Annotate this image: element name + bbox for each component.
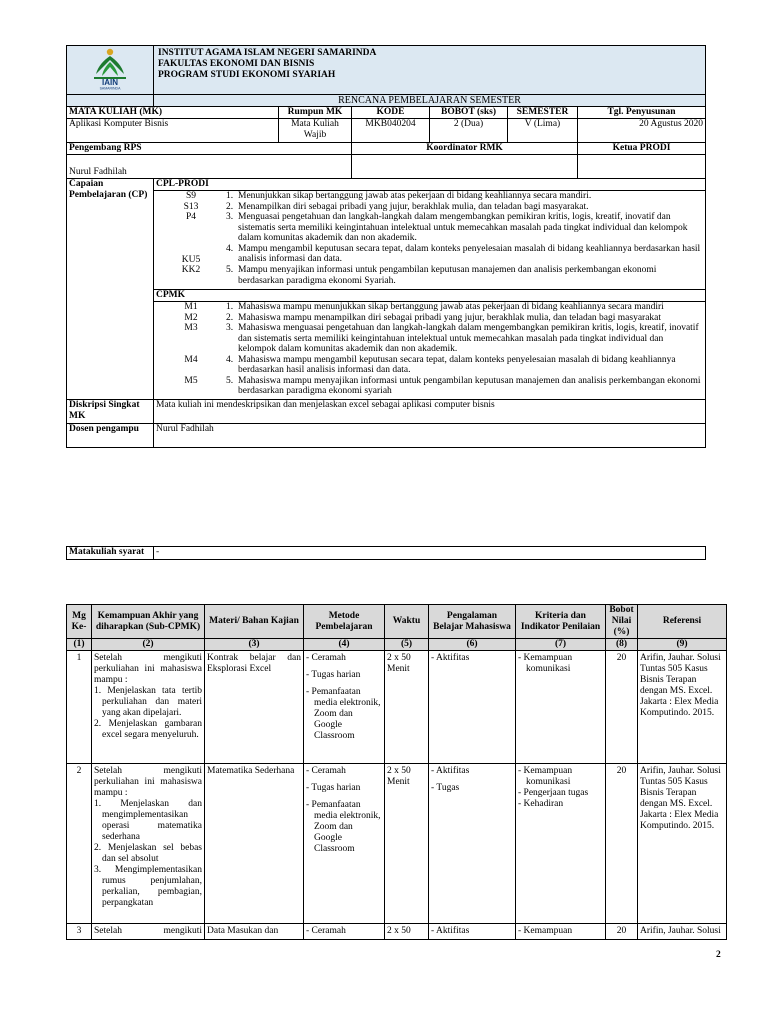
- sub-cpmk: Setelah mengikuti: [92, 924, 205, 940]
- syarat-value: -: [154, 547, 706, 560]
- week-number: 1: [67, 651, 92, 764]
- label-dosen: Dosen pengampu: [67, 423, 154, 447]
- logo-cell: [67, 46, 154, 95]
- cp-content: [154, 179, 706, 400]
- col-number: (4): [304, 639, 385, 651]
- kriteria: - Kemampuan komunikasi: [516, 651, 606, 764]
- weekly-header-row: [67, 605, 727, 639]
- table-row: [67, 651, 727, 764]
- ketua-value: [578, 155, 706, 179]
- label-tgl: Tgl. Penyusunan: [578, 107, 706, 119]
- cpl-item: S9 1. Menunjukkan sikap bertanggung jawab atas pekerjaan di bidang keahliannya secara mandiri.: [185, 191, 592, 201]
- pengalaman: - Aktifitas: [429, 924, 516, 940]
- syarat-table: [66, 546, 706, 560]
- cpl-item: S13 2. Menampilkan diri sebagai pribadi yang jujur, berakhlak mulia, dan teladan bagi masyarakat.: [183, 201, 589, 212]
- col-header: Materi/ Bahan Kajian: [205, 605, 304, 639]
- referensi: Arifin, Jauhar. Solusi: [638, 924, 727, 940]
- referensi: Arifin, Jauhar. Solusi Tuntas 505 Kasus Bisnis Terapan dengan MS. Excel. Jakarta : Elex Media Komputindo. 2015.: [638, 651, 727, 764]
- deskripsi-text: Mata kuliah ini mendeskripsikan dan menjelaskan excel sebagai aplikasi computer bisnis: [154, 399, 706, 423]
- weekly-number-row: [67, 639, 727, 651]
- label-capaian: Capaian Pembelajaran (CP): [67, 179, 154, 400]
- metode: - Ceramah - Tugas harian - Pemanfaatan media elektronik, Zoom dan Google Classroom: [304, 651, 385, 764]
- rps-header-table: [66, 45, 706, 448]
- cpmk-item: M4 4. Mahasiswa mampu mengambil keputusan secara tepat, dalam konteks penyelesaian masalah di bidang keahliannya berdasarkan hasil analisis informasi dan data.: [184, 354, 676, 375]
- week-number: 3: [67, 924, 92, 940]
- label-bobot: BOBOT (sks): [430, 107, 508, 119]
- bobot: 20: [606, 924, 638, 940]
- col-header: Mg Ke-: [67, 605, 92, 639]
- col-number: (8): [606, 639, 638, 651]
- col-number: (1): [67, 639, 92, 651]
- svg-text:IAIN: IAIN: [102, 78, 118, 87]
- cpmk-item: M2 2. Mahasiswa mampu menampilkan diri sebagai pribadi yang jujur, berakhlak mulia, dan teladan bagi masyarakat: [184, 312, 662, 323]
- faculty-name: FAKULTAS EKONOMI DAN BISNIS: [158, 59, 315, 69]
- label-rumpun: Rumpun MK: [279, 107, 352, 119]
- dosen-name: Nurul Fadhilah: [154, 423, 706, 447]
- label-semester: SEMESTER: [508, 107, 578, 119]
- label-mata-kuliah: MATA KULIAH (MK): [67, 107, 279, 119]
- col-header: Pengalaman Belajar Mahasiswa: [429, 605, 516, 639]
- metode: - Ceramah: [304, 924, 385, 940]
- cpl-item: KK2 5. Mampu menyajikan informasi untuk pengambilan keputusan manajemen dan analisis perkembangan ekonomi berdasarkan paradigma ekonomi Syariah.: [181, 265, 657, 286]
- bobot: 20: [606, 651, 638, 764]
- week-number: 2: [67, 764, 92, 924]
- col-header: Kriteria dan Indikator Penilaian: [516, 605, 606, 639]
- cpmk-title: CPMK: [154, 289, 705, 302]
- cpl-prodi-title: CPL-PRODI: [154, 179, 705, 191]
- course-rumpun: Mata Kuliah Wajib: [279, 119, 352, 143]
- bobot: 20: [606, 764, 638, 924]
- document-title: RENCANA PEMBELAJARAN SEMESTER: [154, 95, 706, 107]
- koordinator-value: [352, 155, 578, 179]
- materi: Data Masukan dan: [205, 924, 304, 940]
- metode: - Ceramah - Tugas harian - Pemanfaatan media elektronik, Zoom dan Google Classroom: [304, 764, 385, 924]
- waktu: 2 x 50 Menit: [385, 651, 429, 764]
- col-header: Metode Pembelajaran: [304, 605, 385, 639]
- weekly-plan-table: [66, 604, 727, 940]
- col-header: Waktu: [385, 605, 429, 639]
- cpl-list: [156, 191, 703, 286]
- col-number: (3): [205, 639, 304, 651]
- pengalaman: - Aktifitas: [429, 651, 516, 764]
- materi: Matematika Sederhana: [205, 764, 304, 924]
- col-number: (9): [638, 639, 727, 651]
- cpl-item: P4 3. Menguasai pengetahuan dan langkah-langkah dalam mengembangkan pemikiran kritis, logis, kreatif, inovatif dan sistematis serta memiliki keingintahuan intelektual untuk memecahkan masalah pada tingkat individual dan kelompok dalam komunitas akademik dan non akademik.: [185, 212, 688, 243]
- col-number: (7): [516, 639, 606, 651]
- label-syarat: Matakuliah syarat: [67, 547, 154, 560]
- label-pengembang: Pengembang RPS: [67, 143, 352, 155]
- label-kode: KODE: [352, 107, 430, 119]
- program-name: PROGRAM STUDI EKONOMI SYARIAH: [158, 70, 336, 80]
- referensi: Arifin, Jauhar. Solusi Tuntas 505 Kasus Bisnis Terapan dengan MS. Excel. Jakarta : Elex Media Komputindo. 2015.: [638, 764, 727, 924]
- label-ketua: Ketua PRODI: [578, 143, 706, 155]
- cpmk-list: [156, 302, 703, 397]
- institute-name: INSTITUT AGAMA ISLAM NEGERI SAMARINDA: [158, 48, 377, 58]
- kriteria: - Kemampuan: [516, 924, 606, 940]
- page-number: 2: [716, 950, 721, 960]
- col-number: (6): [429, 639, 516, 651]
- sub-cpmk: Setelah mengikuti perkuliahan ini mahasiswa mampu : 1. Menjelaskan tata tertib perkuliahan dan materi yang akan dipelajari. 2. Menjelaskan gambaran excel segara menyeluruh.: [92, 651, 205, 764]
- col-number: (2): [92, 639, 205, 651]
- institution-block: [154, 46, 706, 95]
- pengembang-name: Nurul Fadhilah: [67, 155, 352, 179]
- cpmk-item: M1 1. Mahasiswa mampu menunjukkan sikap bertanggung jawab atas pekerjaan di bidang keahliannya secara mandiri: [184, 302, 664, 312]
- label-deskripsi: Diskripsi Singkat MK: [67, 399, 154, 423]
- col-number: (5): [385, 639, 429, 651]
- waktu: 2 x 50: [385, 924, 429, 940]
- sub-cpmk: Setelah mengikuti perkuliahan ini mahasiswa mampu : 1. Menjelaskan dan mengimplementasikan operasi matematika sederhana 2. Menjelaskan sel bebas dan sel absolut 3. Mengimplementasikan rumus penjumlahan, perkalian, pembagian, perpangkatan: [92, 764, 205, 924]
- cpmk-item: M5 5. Mahasiswa mampu menyajikan informasi untuk pengambilan keputusan manajemen dan analisis perkembangan ekonomi berdasarkan paradigma ekonomi syariah: [184, 375, 701, 396]
- cpmk-item: M3 3. Mahasiswa menguasai pengetahuan dan langkah-langkah dalam mengembangkan pemikiran kritis, logis, kreatif, inovatif dan sistematis serta memiliki keingintahuan intelektual untuk memecahkan masalah pada tingkat individual dan kelompok dalam komunitas akademik dan non akademik.: [184, 323, 699, 354]
- cpl-item: KU5 4. Mampu mengambil keputusan secara tepat, dalam konteks penyelesaian masalah di bidang keahliannya berdasarkan hasil analisis informasi dan data.: [181, 243, 701, 265]
- col-header: Bobot Nilai (%): [606, 605, 638, 639]
- course-semester: V (Lima): [508, 119, 578, 143]
- svg-text:SAMARINDA: SAMARINDA: [99, 86, 121, 90]
- table-row: [67, 764, 727, 924]
- course-bobot: 2 (Dua): [430, 119, 508, 143]
- iain-logo-icon: [86, 46, 134, 90]
- materi: Kontrak belajar dan Eksplorasi Excel: [205, 651, 304, 764]
- col-header: Referensi: [638, 605, 727, 639]
- course-kode: MKB040204: [352, 119, 430, 143]
- waktu: 2 x 50 Menit: [385, 764, 429, 924]
- kriteria: - Kemampuan komunikasi - Pengerjaan tugas - Kehadiran: [516, 764, 606, 924]
- table-row: [67, 924, 727, 940]
- label-koordinator: Koordinator RMK: [352, 143, 578, 155]
- course-tgl: 20 Agustus 2020: [578, 119, 706, 143]
- course-name: Aplikasi Komputer Bisnis: [67, 119, 279, 143]
- col-header: Kemampuan Akhir yang diharapkan (Sub-CPMK): [92, 605, 205, 639]
- pengalaman: - Aktifitas - Tugas: [429, 764, 516, 924]
